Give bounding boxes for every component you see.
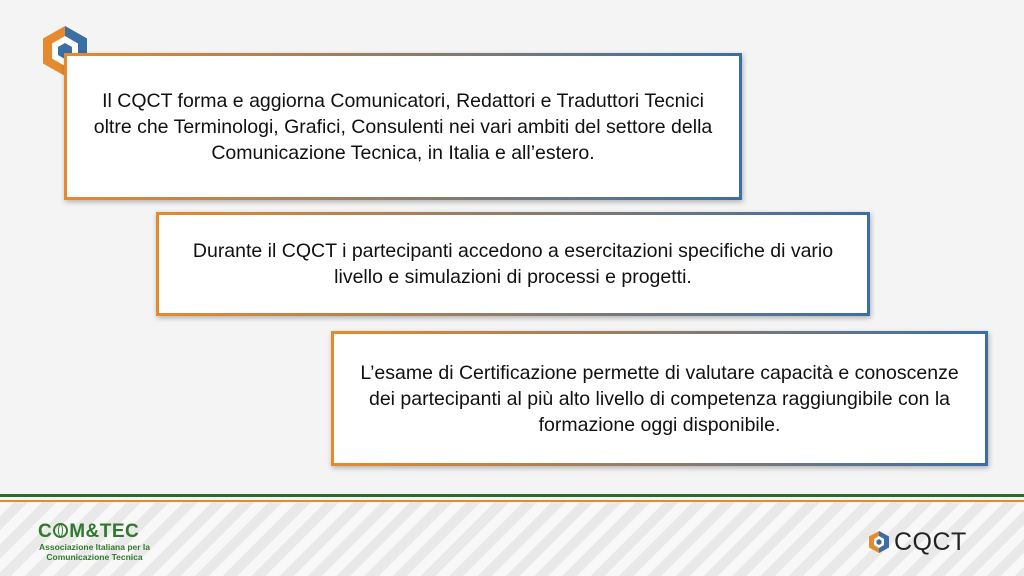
footer-divider-green [0, 494, 1024, 497]
comtec-logo [38, 521, 178, 567]
cqct-footer-logo [868, 528, 988, 558]
info-box-training [64, 53, 742, 200]
cqct-label: CQCT [894, 528, 967, 556]
comtec-subtitle [39, 542, 150, 562]
comtec-wordmark-rest: M&TEC [69, 521, 140, 542]
info-box-exercises-text: Durante il CQCT i partecipanti accedono a esercitazioni specifiche di vario livello e simulazioni di processi e progetti. [192, 240, 834, 288]
comtec-subtitle-line2: Comunicazione Tecnica [46, 552, 143, 562]
info-box-certification [331, 331, 988, 466]
info-box-exercises [156, 212, 870, 316]
info-box-certification-text: L’esame di Certificazione permette di valutare capacità e conoscenze dei partecipanti al più alto livello di competenza raggiungibile con la formazione oggi disponibile. [360, 361, 959, 436]
info-box-training-text: Il CQCT forma e aggiorna Comunicatori, Redattori e Traduttori Tecnici oltre che Terminologi, Grafici, Consulenti nei vari ambiti del settore della Comunicazione Tecnica, in Italia e all’estero. [93, 89, 713, 164]
cqct-small-hex-icon [868, 530, 890, 554]
comtec-wordmark-c: C [38, 521, 53, 542]
comtec-wordmark [38, 521, 139, 543]
comtec-subtitle-line1: Associazione Italiana per la [39, 542, 151, 552]
globe-icon [53, 523, 68, 538]
